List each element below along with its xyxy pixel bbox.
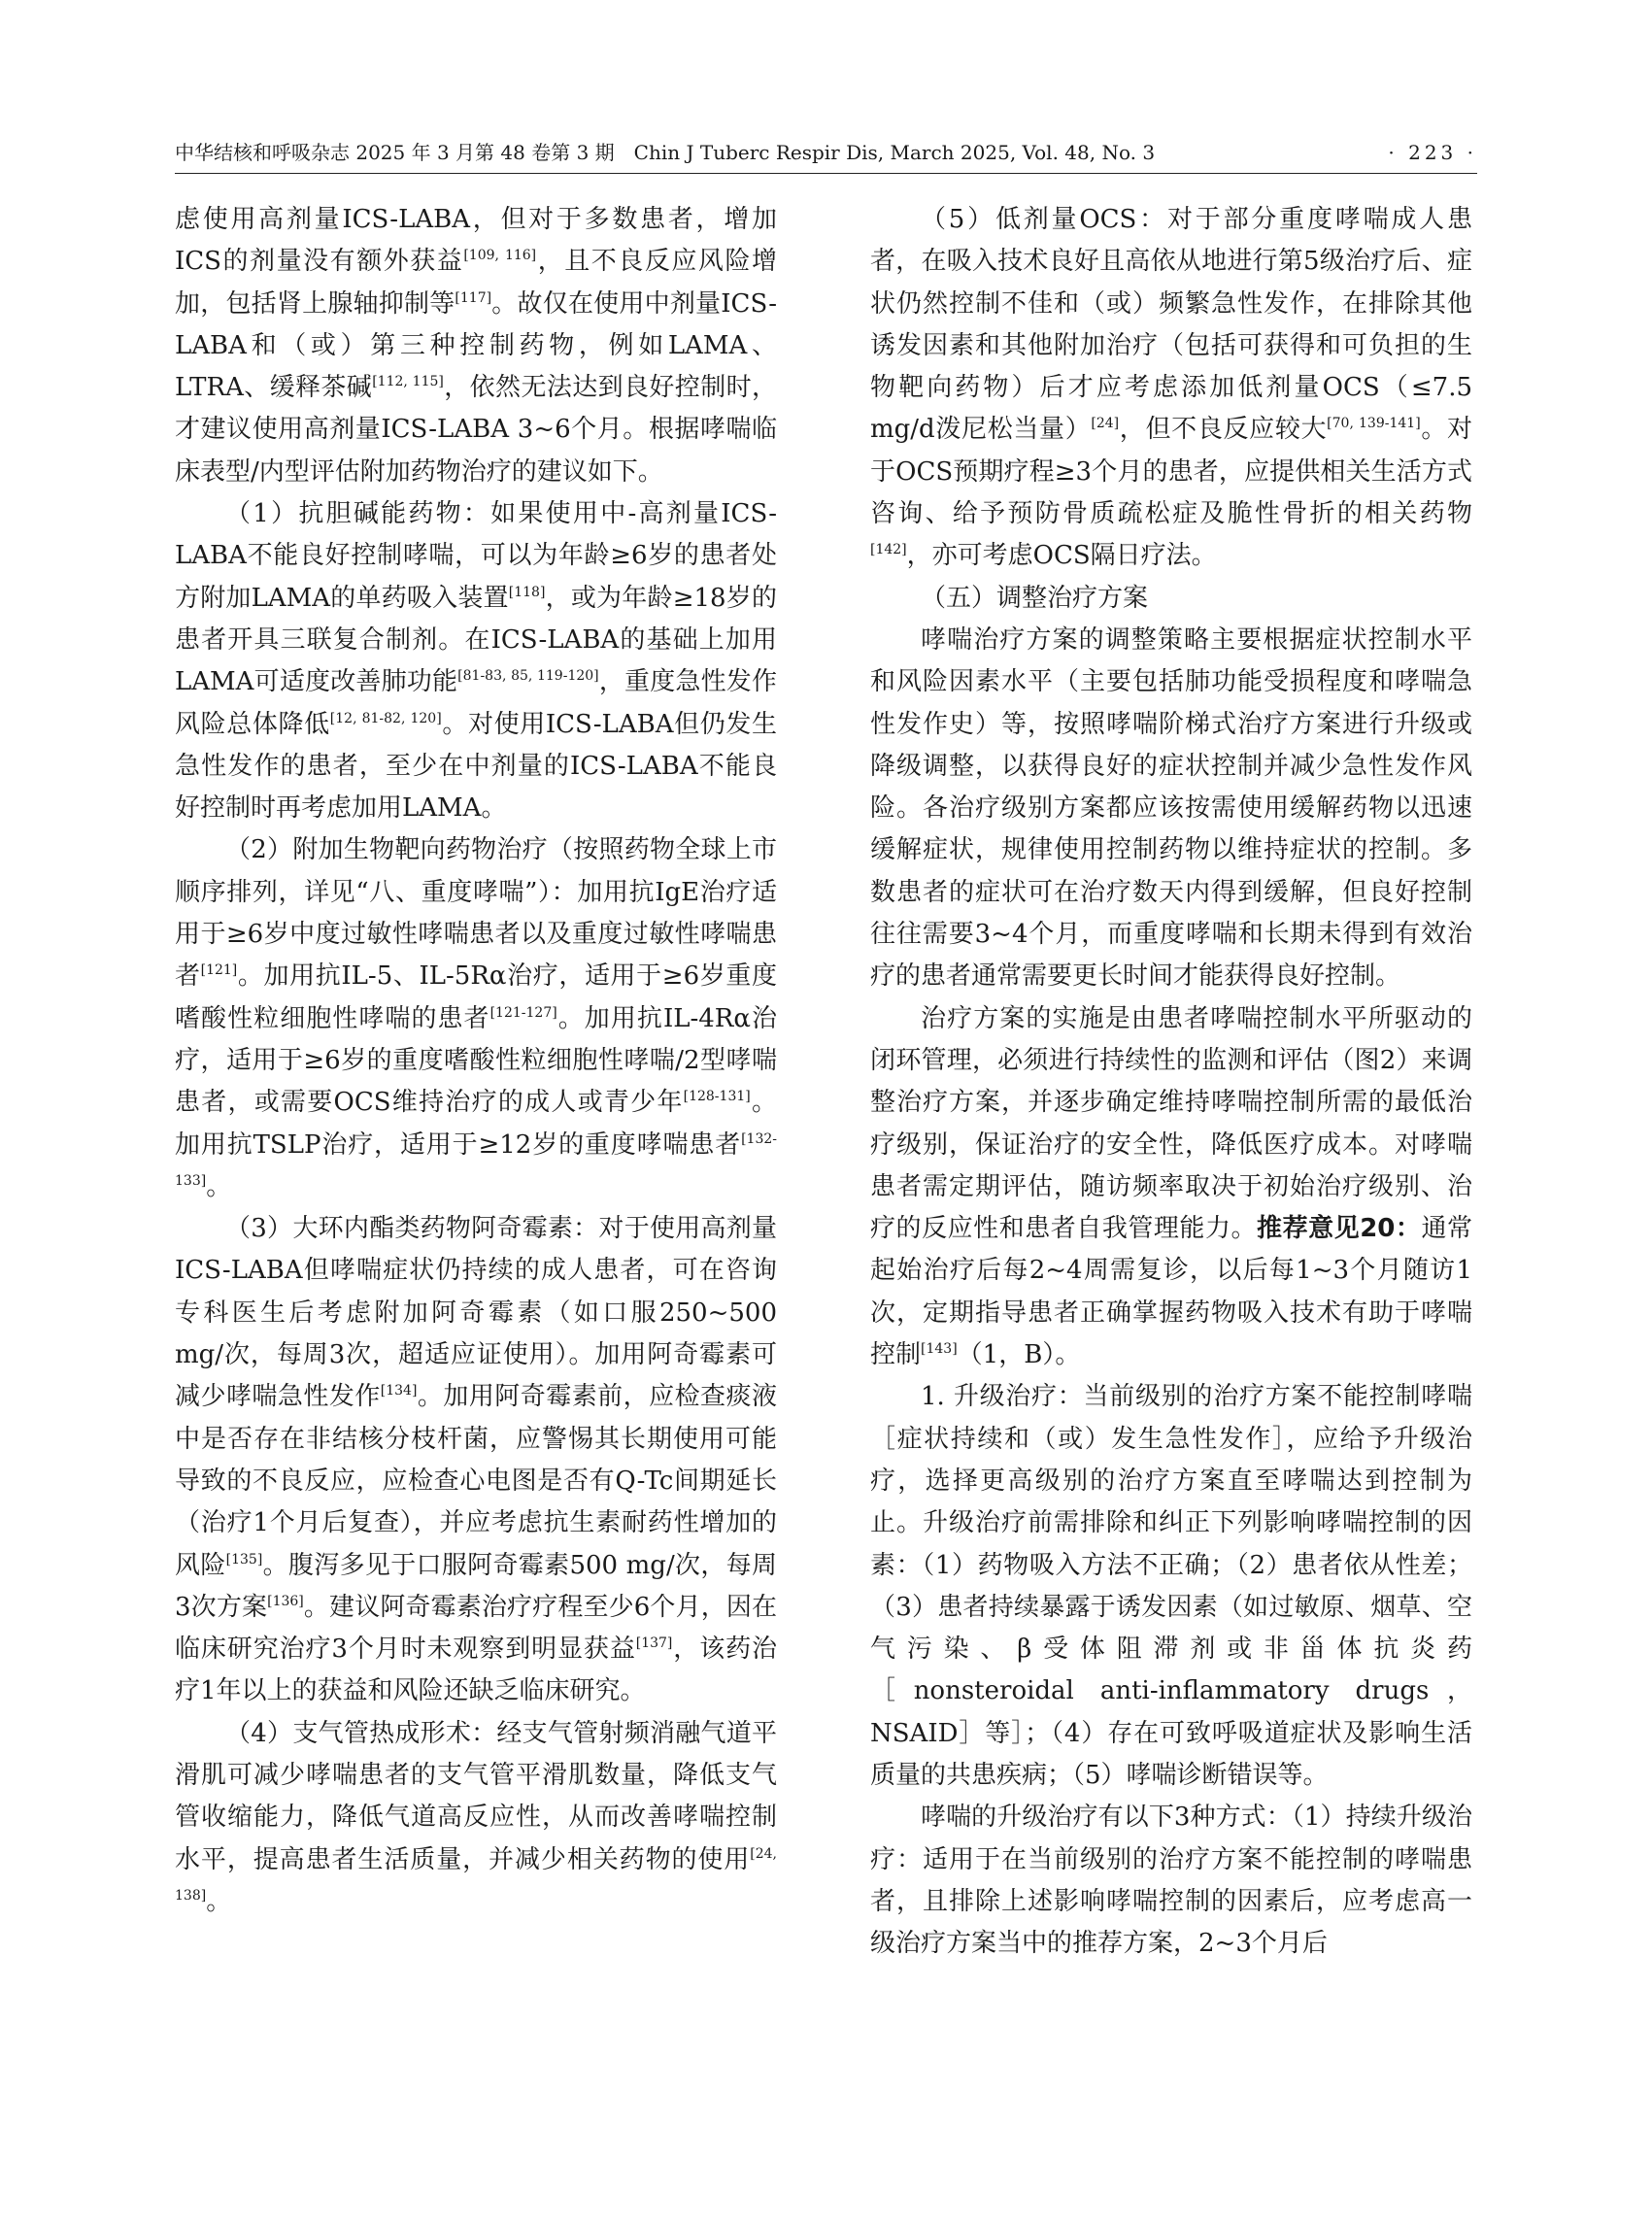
citation: [142] (870, 542, 907, 558)
body-text: ，或为年龄≥18岁的患者开具三联复合制剂。在ICS-LABA的基础上加用LAMA可适度改善肺功能 (175, 583, 777, 697)
body-text: ，但不良反应较大 (1119, 415, 1328, 445)
paragraph (870, 1376, 1472, 1797)
body-text: 治疗方案的实施是由患者哮喘控制水平所驱动的闭环管理，必须进行持续性的监测和评估（图2）来调整治疗方案，并逐步确定维持哮喘控制所需的最低治疗级别，保证治疗的安全性，降低医疗成本。对哮喘患者需定期评估，随访频率取决于初始治疗级别、治疗的反应性和患者自我管理能力。 (870, 1003, 1472, 1244)
paragraph (870, 620, 1472, 998)
paragraph (175, 829, 777, 1208)
body-text: 。加用抗IL-4Rα治疗，适用于≥6岁的重度嗜酸性粒细胞性哮喘/2型哮喘患者，或需要OCS维持治疗的成人或青少年 (175, 1003, 777, 1118)
body-text: ，依然无法达到良好控制时，才建议使用高剂量ICS-LABA 3~6个月。根据哮喘临床表型/内型评估附加药物治疗的建议如下。 (175, 373, 777, 487)
right-column (870, 199, 1472, 2141)
body-text: （1）抗胆碱能药物：如果使用中-高剂量ICS-LABA不能良好控制哮喘，可以为年龄≥6岁的患者处方附加LAMA的单药吸入装置 (175, 499, 777, 613)
body-text: 哮喘治疗方案的调整策略主要根据症状控制水平和风险因素水平（主要包括肺功能受损程度和哮喘急性发作史）等，按照哮喘阶梯式治疗方案进行升级或降级调整，以获得良好的症状控制并减少急性发作风险。各治疗级别方案都应该按需使用缓解药物以迅速缓解症状，规律使用控制药物以维持症状的控制。多数患者的症状可在治疗数天内得到缓解，但良好控制往往需要3~4个月，而重度哮喘和长期未得到有效治疗的患者通常需要更长时间才能获得良好控制。 (870, 624, 1472, 992)
body-text: 。对于OCS预期疗程≥3个月的患者，应提供相关生活方式咨询、给予预防骨质疏松症及脆性骨折的相关药物 (870, 415, 1472, 529)
citation: [112, 115] (372, 374, 444, 390)
body-text: ，亦可考虑OCS隔日疗法。 (906, 541, 1217, 571)
paragraph (870, 199, 1472, 578)
citation: [117] (455, 289, 492, 306)
body-text: （1，B）。 (957, 1340, 1081, 1370)
citation: [136] (267, 1593, 304, 1609)
citation: [24, 138] (175, 1845, 777, 1904)
body-text: 。故仅在使用中剂量ICS-LABA和（或）第三种控制药物，例如LAMA、LTRA、缓释茶碱 (175, 288, 777, 403)
journal-citation: 中华结核和呼吸杂志 2025 年 3 月第 48 卷第 3 期 Chin J Tuberc Respir Dis, March 2025, Vol. 48, No. 3 (175, 141, 1156, 164)
citation: [118] (508, 584, 546, 600)
page-number: · 223 · (1388, 141, 1477, 164)
citation: [109, 116] (463, 248, 537, 264)
citation: [134] (380, 1383, 418, 1399)
body-text: 。建议阿奇霉素治疗疗程至少6个月，因在临床研究治疗3个月时未观察到明显获益 (175, 1592, 777, 1665)
citation: [70, 139-141] (1327, 416, 1421, 432)
paragraph (175, 493, 777, 829)
paragraph (175, 1713, 777, 1923)
citation: [132-133] (175, 1130, 777, 1189)
body-text: 。加用抗TSLP治疗，适用于≥12岁的重度哮喘患者 (175, 1088, 777, 1160)
citation: [121-127] (489, 1004, 557, 1021)
paragraph (870, 1797, 1472, 1965)
citation: [128-131] (683, 1089, 751, 1105)
body-text: ，该药治疗1年以上的获益和风险还缺乏临床研究。 (175, 1635, 777, 1706)
paragraph (870, 998, 1472, 1377)
body-text: ，且不良反应风险增加，包括肾上腺轴抑制等 (175, 247, 777, 319)
citation: [143] (921, 1341, 958, 1358)
body-text: 。腹泻多见于口服阿奇霉素500 mg/次，每周3次方案 (175, 1550, 777, 1622)
citation: [24] (1091, 416, 1120, 432)
paragraph (175, 199, 777, 493)
section-heading (870, 578, 1472, 620)
body-text: 。 (206, 1171, 232, 1201)
citation: [137] (635, 1635, 673, 1652)
citation: [81-83, 85, 119-120] (457, 668, 599, 685)
body-text: 1. 升级治疗：当前级别的治疗方案不能控制哮喘［症状持续和（或）发生急性发作］，应给予升级治疗，选择更高级别的治疗方案直至哮喘达到控制为止。升级治疗前需排除和纠正下列影响哮喘控制的因素：（1）药物吸入方法不正确；（2）患者依从性差；（3）患者持续暴露于诱发因素（如过敏原、烟草、空气污染、β受体阻滞剂或非甾体抗炎药［nonsteroidal anti-inflammatory drugs，NSAID］等］；（4）存在可致呼吸道症状及影响生活质量的共患疾病；（5）哮喘诊断错误等。 (870, 1382, 1472, 1790)
body-text: 虑使用高剂量ICS-LABA，但对于多数患者，增加ICS的剂量没有额外获益 (175, 205, 777, 277)
citation: [135] (225, 1551, 263, 1568)
body-text: （5）低剂量OCS：对于部分重度哮喘成人患者，在吸入技术良好且高依从地进行第5级治疗后、症状仍然控制不佳和（或）频繁急性发作，在排除其他诱发因素和其他附加治疗（包括可获得和可负担的生物靶向药物）后才应考虑添加低剂量OCS（≤7.5 mg/d泼尼松当量） (870, 205, 1472, 445)
body-text: （4）支气管热成形术：经支气管射频消融气道平滑肌可减少哮喘患者的支气管平滑肌数量，降低支气管收缩能力，降低气道高反应性，从而改善哮喘控制水平，提高患者生活质量，并减少相关药物的使用 (175, 1718, 777, 1874)
citation: [121] (200, 962, 238, 979)
running-head (175, 138, 1477, 174)
body-text: 。对使用ICS-LABA但仍发生急性发作的患者，至少在中剂量的ICS-LABA不能良好控制时再考虑加用LAMA。 (175, 709, 777, 824)
body-text: 哮喘的升级治疗有以下3种方式：（1）持续升级治疗：适用于在当前级别的治疗方案不能控制的哮喘患者，且排除上述影响哮喘控制的因素后，应考虑高一级治疗方案当中的推荐方案，2~3个月后 (870, 1803, 1472, 1959)
heading-text: （五）调整治疗方案 (921, 583, 1149, 613)
body-text: 。 (206, 1886, 232, 1916)
recommendation-label: 推荐意见20： (1257, 1214, 1422, 1244)
body-text: 。加用抗IL-5、IL-5Rα治疗，适用于≥6岁重度嗜酸性粒细胞性哮喘的患者 (175, 961, 777, 1033)
body-text: ，重度急性发作风险总体降低 (175, 667, 777, 739)
body-text: 通常起始治疗后每2~4周需复诊，以后每1~3个月随访1次，定期指导患者正确掌握药物吸入技术有助于哮喘控制 (870, 1214, 1472, 1370)
body-text: （2）附加生物靶向药物治疗（按照药物全球上市顺序排列，详见“八、重度哮喘”）：加用抗IgE治疗适用于≥6岁中度过敏性哮喘患者以及重度过敏性哮喘患者 (175, 835, 777, 992)
body-text: 。加用阿奇霉素前，应检查痰液中是否存在非结核分枝杆菌，应警惕其长期使用可能导致的不良反应，应检查心电图是否有Q-Tc间期延长（治疗1个月后复查），并应考虑抗生素耐药性增加的风险 (175, 1382, 777, 1580)
left-column (175, 199, 777, 2141)
paragraph (175, 1208, 777, 1713)
citation: [12, 81-82, 120] (329, 710, 442, 726)
body-text: （3）大环内酯类药物阿奇霉素：对于使用高剂量ICS-LABA但哮喘症状仍持续的成人患者，可在咨询专科医生后考虑附加阿奇霉素（如口服250~500 mg/次，每周3次，超适应证使用）。加用阿奇霉素可减少哮喘急性发作 (175, 1214, 777, 1412)
